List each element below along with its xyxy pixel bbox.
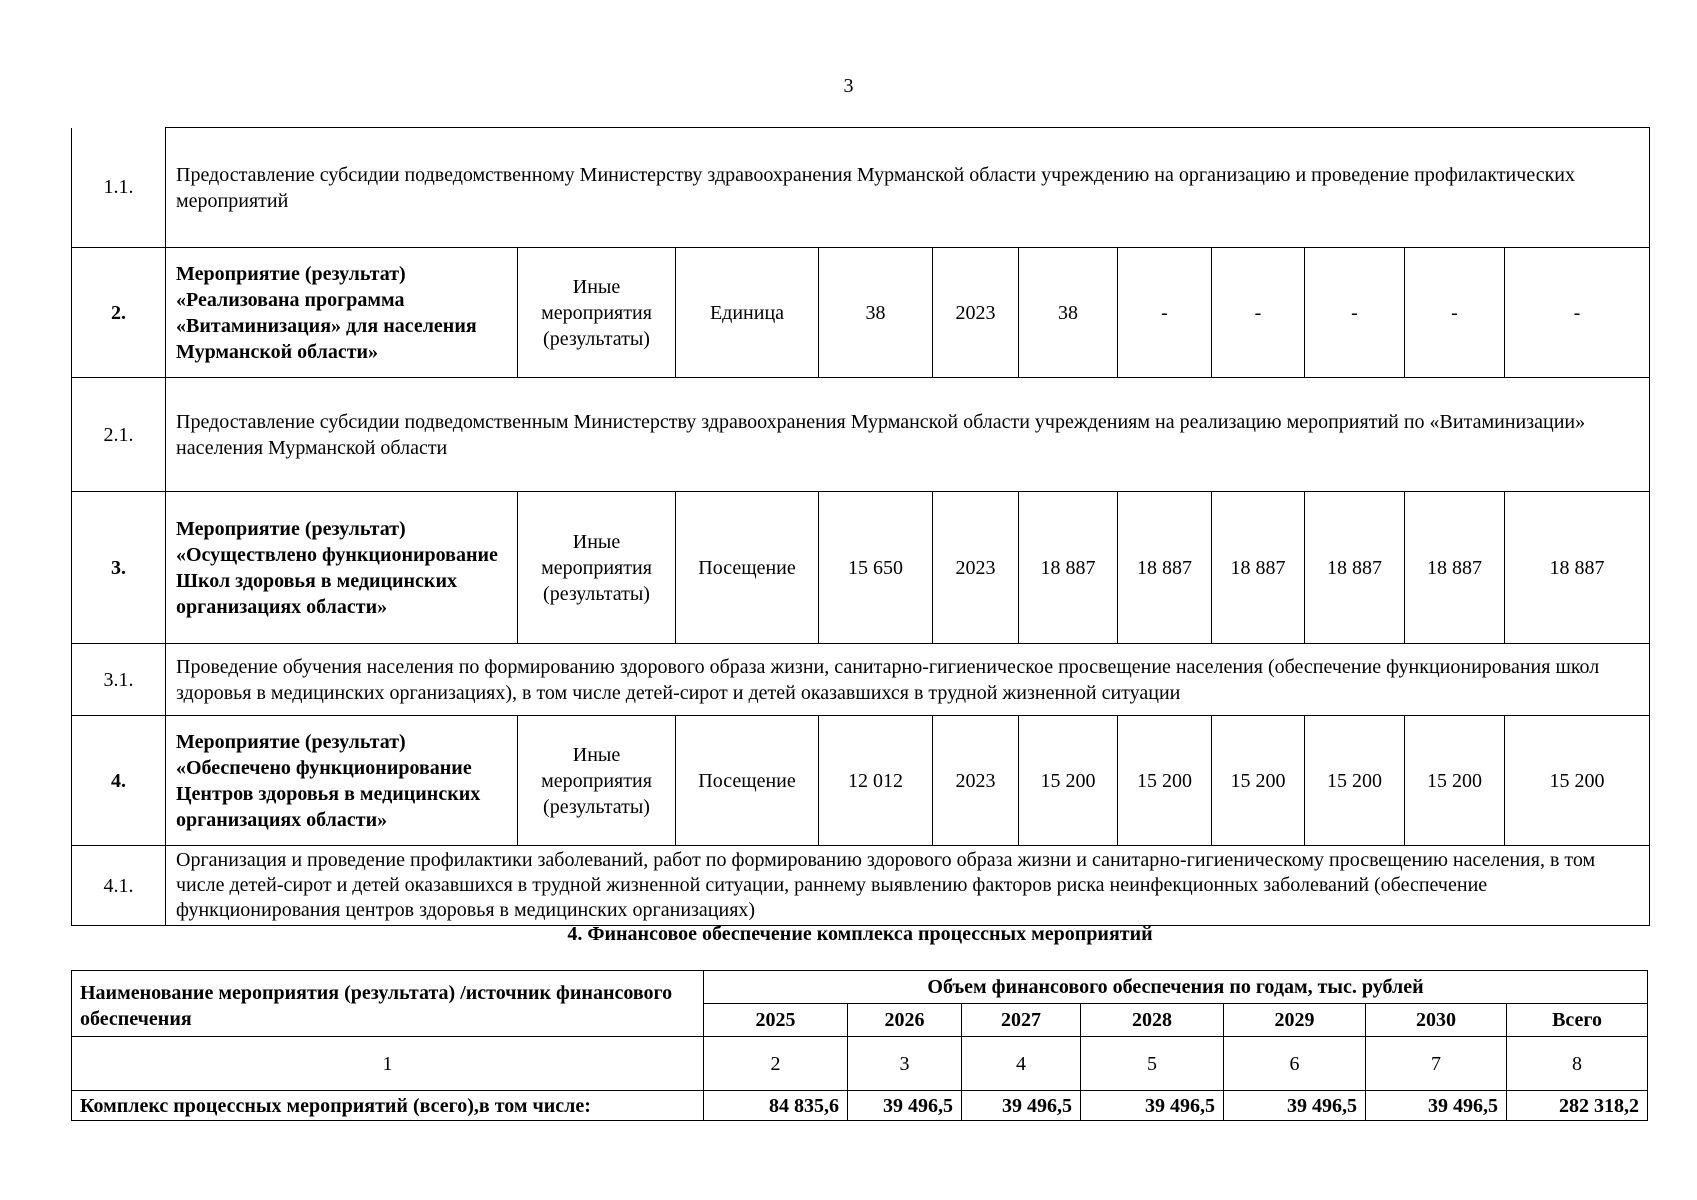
unit-cell: Посещение — [676, 716, 819, 846]
row-number: 2. — [72, 248, 166, 378]
column-number: 5 — [1081, 1037, 1224, 1091]
year-value-cell: 18 887 — [1405, 492, 1505, 644]
base-year-cell: 2023 — [933, 248, 1019, 378]
column-number: 4 — [962, 1037, 1081, 1091]
row-number: 4. — [72, 716, 166, 846]
year-value-cell: - — [1405, 248, 1505, 378]
year-value-cell: - — [1118, 248, 1212, 378]
year-value-cell: 18 887 — [1212, 492, 1305, 644]
row-number: 2.1. — [72, 378, 166, 492]
year-value-cell: 18 887 — [1505, 492, 1650, 644]
table-row — [72, 378, 1650, 492]
row-number: 1.1. — [72, 128, 166, 248]
base-value-cell: 38 — [819, 248, 933, 378]
column-number: 2 — [704, 1037, 848, 1091]
year-value-cell: 15 200 — [1019, 716, 1118, 846]
finance-table — [71, 970, 1648, 1121]
base-value-cell: 15 650 — [819, 492, 933, 644]
row-number: 3.1. — [72, 644, 166, 716]
year-value-cell: 15 200 — [1405, 716, 1505, 846]
grand-total-cell: 282 318,2 — [1507, 1091, 1648, 1121]
activity-description: Предоставление субсидии подведомственному Министерству здравоохранения Мурманской области учреждению на организацию и проведение профилактических мероприятий — [166, 128, 1650, 248]
table-row — [72, 492, 1650, 644]
year-value-cell: 18 887 — [1118, 492, 1212, 644]
activity-description: Предоставление субсидии подведомственным Министерству здравоохранения Мурманской области учреждениям на реализацию мероприятий по «Витаминизации» населения Мурманской области — [166, 378, 1650, 492]
year-header: 2029 — [1224, 1004, 1366, 1037]
total-row-name: Комплекс процессных мероприятий (всего),в том числе: — [72, 1091, 704, 1121]
base-value-cell: 12 012 — [819, 716, 933, 846]
table-row — [72, 644, 1650, 716]
year-value-cell: 15 200 — [1305, 716, 1405, 846]
year-value-cell: - — [1505, 248, 1650, 378]
column-number: 3 — [848, 1037, 962, 1091]
total-value-cell: 39 496,5 — [1366, 1091, 1507, 1121]
total-value-cell: 39 496,5 — [848, 1091, 962, 1121]
year-header: 2027 — [962, 1004, 1081, 1037]
column-number: 6 — [1224, 1037, 1366, 1091]
total-value-cell: 39 496,5 — [1081, 1091, 1224, 1121]
column-number: 1 — [72, 1037, 704, 1091]
total-value-cell: 39 496,5 — [1224, 1091, 1366, 1121]
results-table — [71, 127, 1650, 926]
year-header: 2025 — [704, 1004, 848, 1037]
column-number: 8 — [1507, 1037, 1648, 1091]
year-value-cell: 18 887 — [1305, 492, 1405, 644]
unit-cell: Единица — [676, 248, 819, 378]
year-header: 2028 — [1081, 1004, 1224, 1037]
result-type: Иные мероприятия (результаты) — [518, 248, 676, 378]
result-type: Иные мероприятия (результаты) — [518, 716, 676, 846]
year-header: 2030 — [1366, 1004, 1507, 1037]
year-value-cell: 15 200 — [1212, 716, 1305, 846]
page-number: 3 — [843, 75, 854, 97]
base-year-cell: 2023 — [933, 492, 1019, 644]
result-name: Мероприятие (результат) «Осуществлено функционирование Школ здоровья в медицинских организациях области» — [166, 492, 518, 644]
year-value-cell: 15 200 — [1118, 716, 1212, 846]
total-value-cell: 84 835,6 — [704, 1091, 848, 1121]
year-value-cell: 38 — [1019, 248, 1118, 378]
volume-header: Объем финансового обеспечения по годам, тыс. рублей — [704, 971, 1648, 1004]
activity-description: Проведение обучения населения по формированию здорового образа жизни, санитарно-гигиеническое просвещение населения (обеспечение функционирования школ здоровья в медицинских организациях), в том числе детей-сирот и детей оказавшихся в трудной жизненной ситуации — [166, 644, 1650, 716]
name-header: Наименование мероприятия (результата) /источник финансового обеспечения — [72, 971, 704, 1037]
year-header: 2026 — [848, 1004, 962, 1037]
unit-cell: Посещение — [676, 492, 819, 644]
result-name: Мероприятие (результат) «Реализована программа «Витаминизация» для населения Мурманской области» — [166, 248, 518, 378]
year-value-cell: - — [1212, 248, 1305, 378]
activity-description: Организация и проведение профилактики заболеваний, работ по формированию здорового образа жизни и санитарно-гигиеническому просвещению населения, в том числе детей-сирот и детей оказавшихся в трудной жизненной ситуации, раннему выявлению факторов риска неинфекционных заболеваний (обеспечение функционирования центров здоровья в медицинских организациях) — [166, 846, 1650, 926]
base-year-cell: 2023 — [933, 716, 1019, 846]
year-value-cell: - — [1305, 248, 1405, 378]
row-number: 4.1. — [72, 846, 166, 926]
table-row — [72, 1091, 1648, 1121]
section-heading: 4. Финансовое обеспечение комплекса процессных мероприятий — [567, 923, 1153, 945]
year-value-cell: 18 887 — [1019, 492, 1118, 644]
table-row — [72, 716, 1650, 846]
total-header: Всего — [1507, 1004, 1648, 1037]
table-header-row — [72, 971, 1648, 1004]
year-value-cell: 15 200 — [1505, 716, 1650, 846]
total-value-cell: 39 496,5 — [962, 1091, 1081, 1121]
column-number: 7 — [1366, 1037, 1507, 1091]
result-name: Мероприятие (результат) «Обеспечено функционирование Центров здоровья в медицинских организациях области» — [166, 716, 518, 846]
result-type: Иные мероприятия (результаты) — [518, 492, 676, 644]
table-row — [72, 248, 1650, 378]
row-number: 3. — [72, 492, 166, 644]
table-row — [72, 128, 1650, 248]
column-number-row — [72, 1037, 1648, 1091]
table-row — [72, 846, 1650, 926]
